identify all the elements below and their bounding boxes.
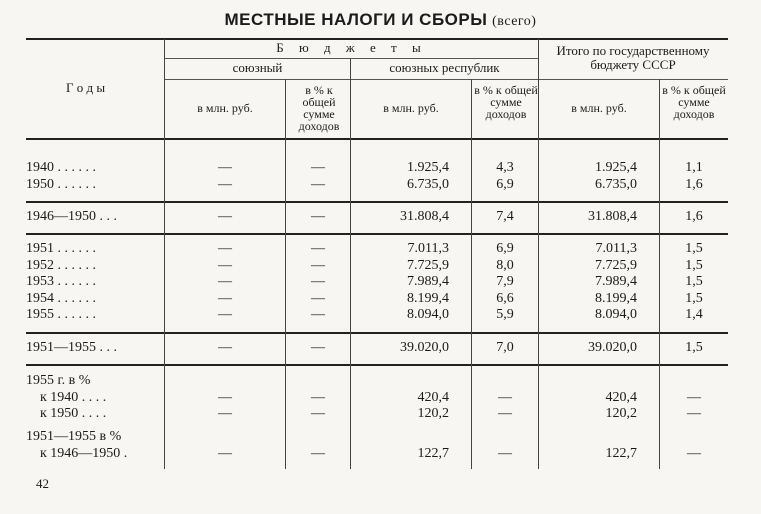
- comparison-cell: —: [218, 406, 232, 421]
- comparison-cell: —: [498, 446, 512, 461]
- table-cell: 6,9: [496, 241, 514, 256]
- table-cell: 1.925,4: [407, 160, 449, 175]
- table-cell: 39.020,0: [400, 340, 449, 355]
- budget-rule: [165, 58, 538, 59]
- table-cell: 8.199,4: [407, 291, 449, 306]
- table-cell: —: [311, 241, 325, 256]
- comparison-cell: 420,4: [417, 390, 449, 405]
- header-budgets: Б ю д ж е т ы: [276, 40, 427, 55]
- table-cell: 7,4: [496, 209, 514, 224]
- row-year: 1951 . . . . . .: [26, 241, 96, 256]
- table-cell: —: [311, 291, 325, 306]
- header-total-mln: в млн. руб.: [571, 101, 627, 115]
- table-cell: 1.925,4: [595, 160, 637, 175]
- comparison-cell: 420,4: [605, 390, 637, 405]
- comparison-cell: —: [498, 390, 512, 405]
- header-union: союзный: [232, 60, 283, 75]
- comparison-cell: —: [687, 446, 701, 461]
- table-cell: 1,1: [685, 160, 703, 175]
- table-cell: 7,9: [496, 274, 514, 289]
- table-cell: —: [311, 258, 325, 273]
- table-cell: 7.725,9: [407, 258, 449, 273]
- table-cell: 8,0: [496, 258, 514, 273]
- table-cell: —: [218, 258, 232, 273]
- comparison-cell: —: [218, 446, 232, 461]
- header-rep-pct: в % к общей сумме доходов: [474, 83, 538, 121]
- table-cell: —: [311, 340, 325, 355]
- table-cell: 6.735,0: [407, 177, 449, 192]
- page-number: 42: [36, 476, 49, 491]
- comparison-cell: —: [311, 446, 325, 461]
- header-bottom-rule: [26, 138, 728, 140]
- table-cell: —: [311, 177, 325, 192]
- table-cell: —: [218, 340, 232, 355]
- header-total-pct: в % к общей сумме доходов: [662, 83, 726, 121]
- table-cell: 7.989,4: [595, 274, 637, 289]
- table-cell: —: [218, 209, 232, 224]
- sep-rule-4: [26, 364, 728, 366]
- table-cell: 39.020,0: [588, 340, 637, 355]
- table-cell: 6.735,0: [595, 177, 637, 192]
- comparison-cell: 122,7: [417, 446, 449, 461]
- table-cell: —: [218, 307, 232, 322]
- page-title: [0, 10, 761, 30]
- table-cell: —: [218, 160, 232, 175]
- table-cell: 6,9: [496, 177, 514, 192]
- row-year: 1940 . . . . . .: [26, 160, 96, 175]
- header-total: Итого по государственному бюджету СССР: [556, 43, 710, 72]
- header-republics: союзных республик: [389, 60, 500, 75]
- header-rep-mln: в млн. руб.: [383, 101, 439, 115]
- table-cell: 31.808,4: [588, 209, 637, 224]
- comparison-cell: 120,2: [417, 406, 449, 421]
- comparison-cell: —: [218, 390, 232, 405]
- table-cell: —: [311, 274, 325, 289]
- sep-rule-1: [26, 201, 728, 203]
- sep-rule-2: [26, 233, 728, 235]
- row-year: 1955 . . . . . .: [26, 307, 96, 322]
- table-cell: 8.199,4: [595, 291, 637, 306]
- table-cell: 1,5: [685, 274, 703, 289]
- table-cell: 7,0: [496, 340, 514, 355]
- comparison-label-1: 1955 г. в %: [26, 373, 91, 388]
- table-cell: 1,4: [685, 307, 703, 322]
- comparison-cell: —: [498, 406, 512, 421]
- table-cell: 8.094,0: [407, 307, 449, 322]
- header-union-pct: в % к общей сумме доходов: [298, 83, 340, 133]
- table-cell: 8.094,0: [595, 307, 637, 322]
- row-year: 1951—1955 . . .: [26, 340, 117, 355]
- table-cell: 1,6: [685, 209, 703, 224]
- table-cell: 7.725,9: [595, 258, 637, 273]
- table-cell: 4,3: [496, 160, 514, 175]
- table-cell: 7.989,4: [407, 274, 449, 289]
- sep-rule-3: [26, 332, 728, 334]
- table-cell: —: [218, 291, 232, 306]
- header-union-mln: в млн. руб.: [197, 101, 253, 115]
- comparison-cell: —: [311, 406, 325, 421]
- header-years: Г о д ы: [66, 80, 106, 95]
- table-cell: —: [311, 160, 325, 175]
- table-cell: 1,6: [685, 177, 703, 192]
- comparison-sub-1: к 1940 . . . .: [40, 390, 107, 405]
- table-cell: 5,9: [496, 307, 514, 322]
- row-year: 1950 . . . . . .: [26, 177, 96, 192]
- table-cell: 6,6: [496, 291, 514, 306]
- comparison-sub-2: к 1950 . . . .: [40, 406, 107, 421]
- comparison-cell: —: [311, 390, 325, 405]
- table-cell: 31.808,4: [400, 209, 449, 224]
- comparison-cell: 120,2: [605, 406, 637, 421]
- row-year: 1953 . . . . . .: [26, 274, 96, 289]
- row-year: 1954 . . . . . .: [26, 291, 96, 306]
- subbudget-rule: [165, 79, 728, 80]
- table-cell: —: [218, 177, 232, 192]
- comparison-label-2: 1951—1955 в %: [26, 429, 122, 444]
- comparison-cell: —: [687, 406, 701, 421]
- table-cell: 1,5: [685, 340, 703, 355]
- table-cell: 7.011,3: [595, 241, 637, 256]
- table-cell: —: [218, 274, 232, 289]
- table-cell: 7.011,3: [407, 241, 449, 256]
- table-cell: —: [218, 241, 232, 256]
- table-cell: —: [311, 307, 325, 322]
- comparison-cell: 122,7: [605, 446, 637, 461]
- row-year: 1946—1950 . . .: [26, 209, 117, 224]
- comparison-sub-3: к 1946—1950 .: [40, 446, 128, 461]
- table-cell: 1,5: [685, 241, 703, 256]
- comparison-cell: —: [687, 390, 701, 405]
- table-cell: —: [311, 209, 325, 224]
- table-cell: 1,5: [685, 291, 703, 306]
- row-year: 1952 . . . . . .: [26, 258, 96, 273]
- title-sub: (всего): [492, 14, 537, 29]
- table-cell: 1,5: [685, 258, 703, 273]
- title-main: МЕСТНЫЕ НАЛОГИ И СБОРЫ: [224, 10, 488, 29]
